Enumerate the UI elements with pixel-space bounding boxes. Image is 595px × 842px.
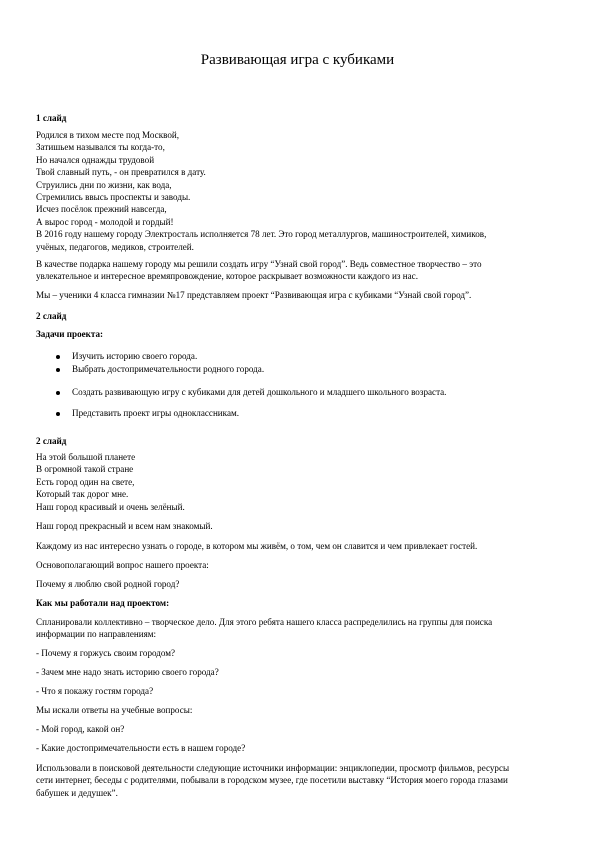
sources-line: бабушек и дедушек”. (36, 787, 118, 798)
bullet-icon (56, 355, 60, 359)
poem-line: На этой большой планете (36, 452, 136, 462)
poem-line: А вырос город - молодой и гордый! (36, 216, 174, 227)
study-label: Мы искали ответы на учебные вопросы: (36, 705, 193, 715)
sources-line: сети интернет, беседы с родителями, побывали в городском музее, где посетили выставку “История моего города глазами (36, 775, 508, 786)
poem-line: Но начался однажды трудовой (36, 154, 155, 165)
slide1-poem (36, 129, 566, 253)
planned-line: Спланировали коллективно – творческое дело. Для этого ребята нашего класса распределились на группы для поиска (36, 617, 493, 627)
bullet-icon (56, 391, 60, 395)
direction-item: - Почему я горжусь своим городом? (36, 648, 176, 658)
planned-paragraph (36, 616, 566, 641)
interest-paragraph: Каждому из нас интересно узнать о городе, в котором мы живём, о том, чем он славится и чем привлекает гостей. (36, 541, 478, 551)
planned-line: информации по направлениям: (36, 629, 157, 640)
slide2b-heading: 2 слайд (36, 436, 67, 446)
poem-line: Затишьем назывался ты когда-то, (36, 142, 165, 153)
students-paragraph: Мы – ученики 4 класса гимназии №17 представляем проект “Развивающая игра с кубиками “Узнай свой город”. (36, 290, 472, 300)
poem-line: Который так дорог мне. (36, 489, 129, 500)
slide1-heading: 1 слайд (36, 113, 67, 123)
gift-line: увлекательное и интересное времяпровождение, которое раскрывает возможности каждого из нас. (36, 271, 418, 282)
bullet-icon (56, 412, 60, 416)
direction-item: - Что я покажу гостям города? (36, 686, 154, 696)
list-item: Представить проект игры одноклассникам. (72, 408, 240, 418)
intro-line: учёных, педагогов, медиков, строителей. (36, 241, 194, 252)
list-item: Выбрать достопримечательности родного города. (72, 364, 265, 374)
slide2-poem (36, 451, 566, 513)
poem-line: Струились дни по жизни, как вода, (36, 179, 172, 190)
list-item: Создать развивающую игру с кубиками для детей дошкольного и младшего школьного возраста. (72, 387, 447, 397)
study-question: - Какие достопримечательности есть в нашем городе? (36, 743, 246, 753)
poem-line: Стремились ввысь проспекты и заводы. (36, 192, 191, 203)
list-item: Изучить историю своего города. (72, 351, 198, 361)
known-paragraph: Наш город прекрасный и всем нам знакомый. (36, 521, 213, 531)
tasks-heading: Задачи проекта: (36, 329, 104, 339)
slide2-heading: 2 слайд (36, 311, 67, 321)
how-heading: Как мы работали над проектом: (36, 598, 170, 608)
sources-line: Использовали в поисковой деятельности следующие источники информации: энциклопедии, просмотр фильмов, ресурсы (36, 763, 510, 773)
sources-paragraph (36, 762, 566, 799)
gift-line: В качестве подарка нашему городу мы решили создать игру “Узнай свой город”. Ведь совместное творчество – это (36, 259, 482, 269)
direction-item: - Зачем мне надо знать историю своего города? (36, 667, 219, 677)
intro-line: В 2016 году нашему городу Электросталь исполняется 78 лет. Это город металлургов, машиностроителей, химиков, (36, 229, 487, 240)
basic-question-label: Основополагающий вопрос нашего проекта: (36, 560, 209, 570)
poem-line: Есть город один на свете, (36, 476, 135, 487)
basic-question: Почему я люблю свой родной город? (36, 579, 180, 589)
poem-line: В огромной такой стране (36, 464, 134, 475)
poem-line: Наш город красивый и очень зелёный. (36, 501, 185, 512)
document-title: Развивающая игра с кубиками (200, 52, 395, 68)
poem-line: Твой славный путь, - он превратился в дату. (36, 167, 206, 178)
poem-line: Исчез посёлок прежний навсегда, (36, 204, 167, 215)
poem-line: Родился в тихом месте под Москвой, (36, 130, 180, 140)
bullet-icon (56, 368, 60, 372)
gift-paragraph (36, 258, 566, 283)
study-question: - Мой город, какой он? (36, 724, 125, 734)
